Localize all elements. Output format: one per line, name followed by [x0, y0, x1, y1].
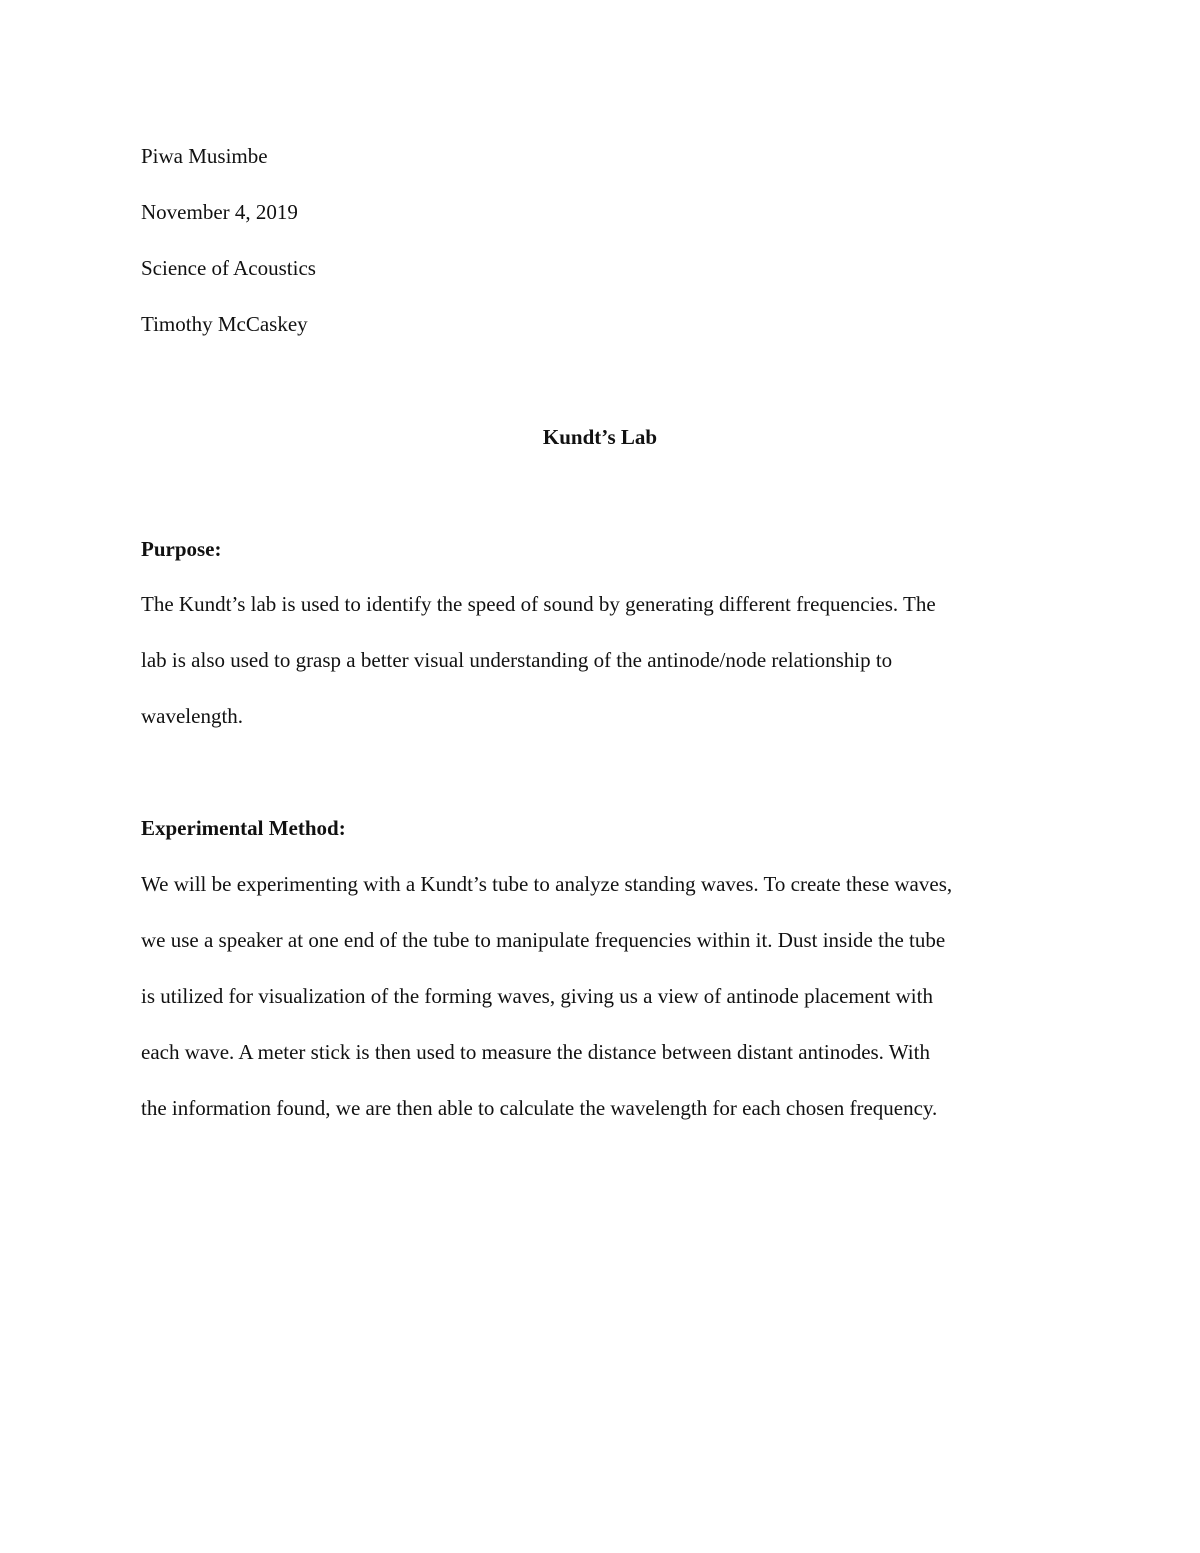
paragraph-line: The Kundt’s lab is used to identify the speed of sound by generating different frequencies. The: [141, 592, 936, 616]
paragraph-line: wavelength.: [141, 704, 244, 728]
document-title: Kundt’s Lab: [542, 425, 658, 449]
method-heading: Experimental Method:: [141, 816, 346, 840]
course-name: Science of Acoustics: [141, 256, 316, 280]
date: November 4, 2019: [141, 200, 298, 224]
paragraph-line: the information found, we are then able to calculate the wavelength for each chosen frequency.: [141, 1096, 938, 1120]
paragraph-line: We will be experimenting with a Kundt’s tube to analyze standing waves. To create these waves,: [141, 872, 953, 896]
paragraph-line: each wave. A meter stick is then used to measure the distance between distant antinodes. With: [141, 1040, 930, 1064]
purpose-heading: Purpose:: [141, 537, 222, 561]
paragraph-line: is utilized for visualization of the forming waves, giving us a view of antinode placement with: [141, 984, 933, 1008]
paragraph-line: lab is also used to grasp a better visual understanding of the antinode/node relationship to: [141, 648, 893, 672]
instructor-name: Timothy McCaskey: [141, 312, 308, 336]
paragraph-line: we use a speaker at one end of the tube to manipulate frequencies within it. Dust inside the tube: [141, 928, 946, 952]
author-name: Piwa Musimbe: [141, 144, 268, 168]
